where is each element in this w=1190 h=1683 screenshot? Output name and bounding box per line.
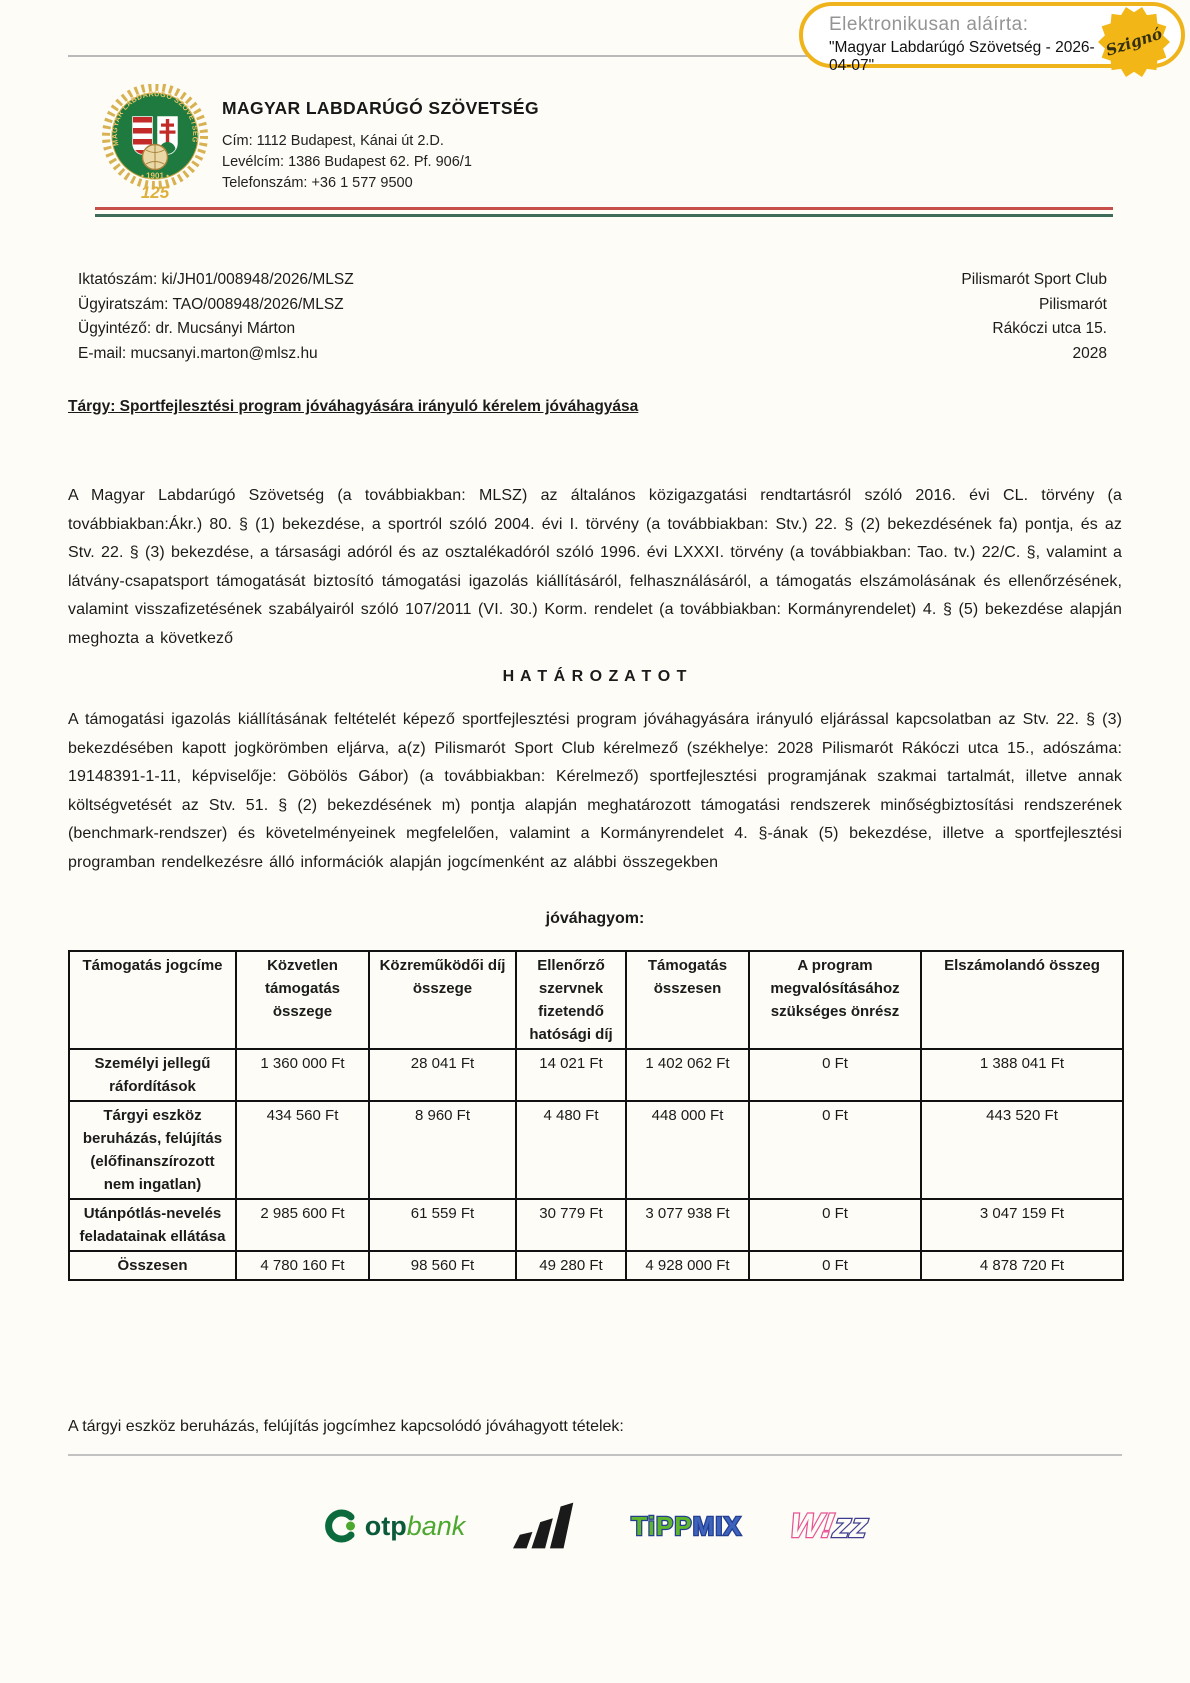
row-label: Utánpótlás-nevelés feladatainak ellátása <box>69 1199 236 1251</box>
cell-value: 1 360 000 Ft <box>236 1049 369 1101</box>
cell-value: 98 560 Ft <box>369 1251 516 1280</box>
table-row-targyi <box>69 1101 1123 1199</box>
col-header-kozremukodoi: Közreműködői díj összege <box>369 951 516 1049</box>
cell-value: 3 047 159 Ft <box>921 1199 1123 1251</box>
wizz-wordmark: W!zz <box>787 1506 871 1545</box>
cell-value: 30 779 Ft <box>516 1199 626 1251</box>
tippmix-wordmark: TiPPMIX <box>631 1510 742 1541</box>
recipient-city: Pilismarót <box>1038 295 1107 313</box>
cell-value: 0 Ft <box>749 1101 921 1199</box>
row-label: Személyi jellegű ráfordítások <box>69 1049 236 1101</box>
org-mail-address: Levélcím: 1386 Budapest 62. Pf. 906/1 <box>222 154 472 170</box>
case-email: E-mail: mucsanyi.marton@mlsz.hu <box>78 344 318 362</box>
table-row-szemelyi <box>69 1049 1123 1101</box>
signature-badge-signer: "Magyar Labdarúgó Szövetség - 2026-04-07" <box>829 39 1095 74</box>
org-address: Cím: 1112 Budapest, Kánai út 2.D. <box>222 133 444 149</box>
case-officer: Ügyintéző: dr. Mucsányi Márton <box>78 320 296 337</box>
legal-paragraph-2: A támogatási igazolás kiállításának feltételét képező sportfejlesztési program jóváhagyására irányuló eljárással kapcsolatban az Stv. 22. § (3) bekezdésében kapott jogkörömben eljárva, a(z) Pilismarót Sport Club kérelmező (székhelye: 2028 Pilismarót Rákóczi utca 15., adószáma: 19148391-1-11, képviselője: Göbölös Gábor) (a továbbiakban: Kérelmező) sportfejlesztési programjának szakmai tartalmát, illetve annak költségvetését az Stv. 51. § (2) bekezdésének m) pontja alapján meghatározott támogatási rendszerek minőségbiztosítási rendszerének (benchmark-rendszer) és követelményeinek megfelelően, valamint a Kormányrendelet 4. §-ának (5) bekezdése, illetve a sportfejlesztési programban rendelkezésre álló információk alapján jogcímenként az alábbi összegekben <box>68 711 1122 871</box>
legal-paragraph-1: A Magyar Labdarúgó Szövetség (a továbbiakban: MLSZ) az általános közigazgatási rendtartásról szóló 2016. évi CL. törvény (a továbbiakban:Ákr.) 80. § (1) bekezdése, a sportról szóló 2004. évi I. törvény (a továbbiakban: Stv.) 22. § (2) bekezdésének fa) pontja, és az Stv. 22. § (3) bekezdése, a társasági adóról és az osztalékadóról szóló 1996. évi LXXXI. törvény (a továbbiakban: Tao. tv.) 22/C. §, valamint a látvány-csapatsport támogatását biztosító támogatási igazolás kiállításáról, felhasználásáról, a támogatás elszámolásának és ellenőrzésének, valamint visszafizetésének szabályairól szóló 107/2011 (VI. 30.) Korm. rendelet (a továbbiakban: Kormányrendelet) 4. § (5) bekezdése alapján meghozta a következő <box>68 487 1122 647</box>
row-label: Tárgyi eszköz beruházás, felújítás (előfinanszírozott nem ingatlan) <box>69 1101 236 1199</box>
approve-heading: jóváhagyom: <box>545 910 645 927</box>
cell-value: 0 Ft <box>749 1199 921 1251</box>
col-header-osszesen: Támogatás összesen <box>626 951 749 1049</box>
col-header-kozvetlen: Közvetlen támogatás összege <box>236 951 369 1049</box>
cell-value: 49 280 Ft <box>516 1251 626 1280</box>
case-meta <box>78 268 1107 366</box>
seal-script-text: Szignó <box>1103 24 1165 60</box>
row-label-total: Összesen <box>69 1251 236 1280</box>
cell-value: 434 560 Ft <box>236 1101 369 1199</box>
cell-value: 4 928 000 Ft <box>626 1251 749 1280</box>
col-header-hatosagi-dij: Ellenőrző szervnek fizetendő hatósági díj <box>516 951 626 1049</box>
table-header-row <box>69 951 1123 1049</box>
footer-divider <box>68 1454 1122 1456</box>
letterhead <box>222 98 539 194</box>
wizz-logo <box>787 1506 871 1546</box>
cell-value: 2 985 600 Ft <box>236 1199 369 1251</box>
decision-heading: H A T Á R O Z A T O T <box>502 668 688 685</box>
table-row-total <box>69 1251 1123 1280</box>
grant-amounts-table <box>68 950 1124 1281</box>
cell-value: 3 077 938 Ft <box>626 1199 749 1251</box>
file-number: Ügyiratszám: TAO/008948/2026/MLSZ <box>78 295 344 313</box>
org-name: MAGYAR LABDARÚGÓ SZÖVETSÉG <box>222 98 540 118</box>
signature-seal-icon <box>1097 5 1171 79</box>
cell-value: 61 559 Ft <box>369 1199 516 1251</box>
svg-text:MAGYAR LABDARÚGÓ SZÖVETSÉG: MAGYAR LABDARÚGÓ SZÖVETSÉG <box>109 89 201 147</box>
recipient-address <box>961 268 1107 366</box>
org-phone: Telefonszám: +36 1 577 9500 <box>222 175 413 191</box>
mlsz-crest-logo <box>97 84 217 200</box>
electronic-signature-badge <box>799 2 1185 74</box>
recipient-name: Pilismarót Sport Club <box>961 271 1107 288</box>
adidas-stripes-icon <box>513 1501 583 1551</box>
sponsor-logos <box>0 1488 1190 1564</box>
col-header-onresz: A program megvalósításához szükséges önrész <box>749 951 921 1049</box>
otpbank-ring-icon <box>323 1508 359 1544</box>
cell-value: 448 000 Ft <box>626 1101 749 1199</box>
subject-line: Tárgy: Sportfejlesztési program jóváhagyására irányuló kérelem jóváhagyása <box>68 398 639 415</box>
otpbank-logo <box>323 1508 466 1544</box>
otpbank-wordmark: otpbank <box>364 1510 466 1541</box>
signature-badge-caption: Elektronikusan aláírta: <box>829 14 1029 35</box>
cell-value: 0 Ft <box>749 1251 921 1280</box>
cell-value: 8 960 Ft <box>369 1101 516 1199</box>
case-number: Iktatószám: ki/JH01/008948/2026/MLSZ <box>78 271 354 288</box>
cell-value: 1 402 062 Ft <box>626 1049 749 1101</box>
col-header-jogcim: Támogatás jogcíme <box>69 951 236 1049</box>
cell-value: 443 520 Ft <box>921 1101 1123 1199</box>
cell-value: 4 480 Ft <box>516 1101 626 1199</box>
cell-value: 4 780 160 Ft <box>236 1251 369 1280</box>
cell-value: 28 041 Ft <box>369 1049 516 1101</box>
recipient-zip: 2028 <box>1072 344 1107 362</box>
recipient-street: Rákóczi utca 15. <box>992 320 1107 337</box>
crest-year: • 1901 • <box>141 171 169 181</box>
closing-note: A tárgyi eszköz beruházás, felújítás jogcímhez kapcsolódó jóváhagyott tételek: <box>68 1418 624 1435</box>
cell-value: 4 878 720 Ft <box>921 1251 1123 1280</box>
cell-value: 1 388 041 Ft <box>921 1049 1123 1101</box>
table-row-utanpotlas <box>69 1199 1123 1251</box>
adidas-logo <box>513 1501 583 1551</box>
tricolor-divider <box>95 207 1113 217</box>
crest-anniversary: 125 <box>140 183 170 200</box>
col-header-elszamolando: Elszámolandó összeg <box>921 951 1123 1049</box>
case-meta-left <box>78 268 354 366</box>
cell-value: 14 021 Ft <box>516 1049 626 1101</box>
cell-value: 0 Ft <box>749 1049 921 1101</box>
tippmix-logo <box>631 1511 742 1542</box>
